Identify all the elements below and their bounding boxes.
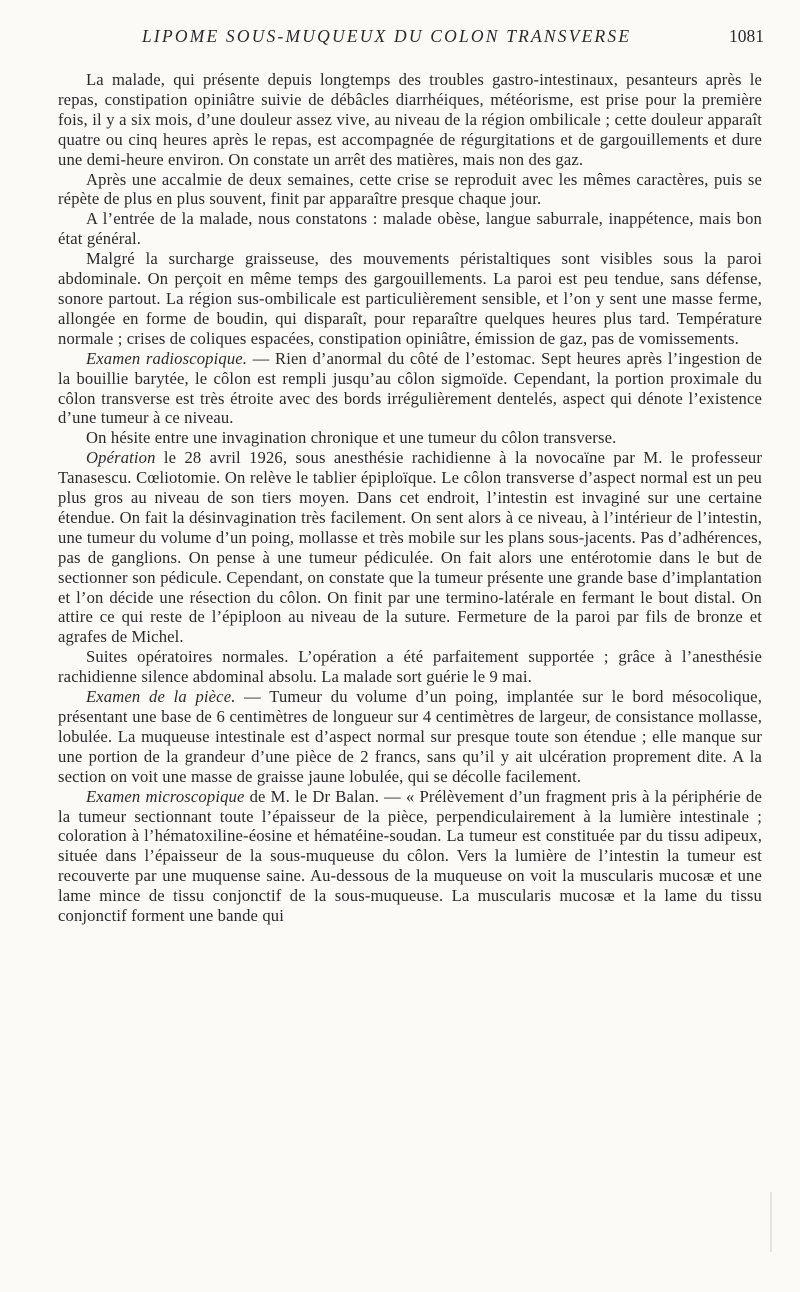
paragraph-lead: Examen microscopique bbox=[86, 786, 245, 806]
page-header bbox=[58, 26, 762, 56]
book-page bbox=[58, 26, 762, 926]
paragraph-lead: Examen de la pièce. bbox=[86, 687, 236, 707]
scan-edge-mark bbox=[770, 1192, 772, 1252]
paragraph-lead: Examen radioscopique. bbox=[86, 348, 248, 368]
paragraph-postoperative bbox=[58, 647, 762, 687]
paragraph-operation bbox=[58, 448, 762, 647]
paragraph-diagnosis bbox=[58, 428, 762, 448]
paragraph-text: — Rien d’anormal du côté de l’estomac. Sept heures après l’ingestion de la bouillie barytée, le côlon est rempli jusqu’au côlon sigmoïde. Cependant, la portion proximale du côlon transverse est très étroite avec des bords irrégulièrement dentelés, aspect qui dénote l’existence d’une tumeur à ce niveau. bbox=[58, 348, 762, 428]
paragraph-recurrence bbox=[58, 170, 762, 210]
running-title: LIPOME SOUS-MUQUEUX DU COLON TRANSVERSE bbox=[142, 26, 632, 46]
paragraph-microscopy bbox=[58, 787, 762, 926]
paragraph-text: — Tumeur du volume d’un poing, implantée sur le bord mésocolique, présentant une base de 6 centimètres de longueur sur 4 centimètres de largeur, de consistance mollasse, lobulée. La muqueuse intestinale est d’aspect normal sur presque toute son étendue ; elle manque sur une portion de la grandeur d’une pièce de 2 francs, sans qu’il y ait ulcération proprement dite. A la section on voit une masse de graisse jaune lobulée, qui se décolle facilement. bbox=[58, 687, 762, 786]
paragraph-admission bbox=[58, 209, 762, 249]
paragraph-text: On hésite entre une invagination chronique et une tumeur du côlon transverse. bbox=[86, 428, 617, 448]
paragraph-text: le 28 avril 1926, sous anesthésie rachidienne à la novocaïne par M. le professeur Tanasescu. Cœliotomie. On relève le tablier épiploïque. Le côlon transverse d’aspect normal est un peu plus gros au niveau de son tiers moyen. Dans cet endroit, l’intestin est invaginé sur une certaine étendue. On fait la désinvagination très facilement. On sent alors à ce niveau, à l’intérieur de l’intestin, une tumeur du volume d’un poing, mollasse et très mobile sur les plans sous-jacents. Pas d’adhérences, pas de ganglions. On pense à une tumeur pédiculée. On fait alors une entérotomie dans le but de sectionner son pédicule. Cependant, on constate que la tumeur présente une grande base d’implantation et l’on décide une résection du côlon. On finit par une termino-latérale en fermant le bout distal. On attire ce qui reste de l’épiploon au niveau de la suture. Fermeture de la paroi par fils de bronze et agrafes de Michel. bbox=[58, 448, 762, 647]
paragraph-text: Suites opératoires normales. L’opération a été parfaitement supportée ; grâce à l’anesthésie rachidienne silence abdominal absolu. La malade sort guérie le 9 mai. bbox=[58, 647, 762, 687]
paragraph-text: A l’entrée de la malade, nous constatons : malade obèse, langue saburrale, inappétence, mais bon état général. bbox=[58, 209, 762, 249]
paragraph-text: de M. le Dr Balan. — « Prélèvement d’un fragment pris à la périphérie de la tumeur sectionnant toute l’épaisseur de la pièce, perpendiculairement à la lumière intestinale ; coloration à l’hématoxiline-éosine et hématéine-soudan. La tumeur est constituée par du tissu adipeux, située dans l’épaisseur de la sous-muqueuse du côlon. Vers la lumière de l’intestin la tumeur est recouverte par une muquense saine. Au-dessous de la muqueuse on voit la muscularis mucosæ et une lame mince de tissu conjonctif de la sous-muqueuse. La muscularis mucosæ et la lame du tissu conjonctif forment une bande qui bbox=[58, 786, 762, 926]
paragraph-specimen bbox=[58, 687, 762, 787]
page-number: 1081 bbox=[729, 26, 764, 46]
paragraph-text: Malgré la surcharge graisseuse, des mouvements péristaltiques sont visibles sous la paroi abdominale. On perçoit en même temps des gargouillements. La paroi est peu tendue, sans défense, sonore partout. La région sus-ombilicale est particulièrement sensible, et l’on y sent une masse ferme, allongée en forme de boudin, qui disparaît, pour reparaître quelques heures plus tard. Température normale ; crises de coliques espacées, constipation opiniâtre, émission de gaz, pas de vomissements. bbox=[58, 249, 762, 348]
paragraph-radioscopy bbox=[58, 349, 762, 429]
paragraph-symptoms bbox=[58, 70, 762, 170]
paragraph-examination bbox=[58, 249, 762, 349]
paragraph-text: Après une accalmie de deux semaines, cette crise se reproduit avec les mêmes caractères, puis se répète de plus en plus souvent, finit par apparaître presque chaque jour. bbox=[58, 169, 762, 209]
article-body bbox=[58, 70, 762, 926]
paragraph-lead: Opération bbox=[86, 448, 156, 468]
paragraph-text: La malade, qui présente depuis longtemps des troubles gastro-intestinaux, pesanteurs après le repas, constipation opiniâtre suivie de débâcles diarrhéiques, météorisme, est prise pour la première fois, il y a six mois, d’une douleur assez vive, au niveau de la région ombilicale ; cette douleur apparaît quatre ou cinq heures après le repas, est accompagnée de régurgitations et de gargouillements et dure une demi-heure environ. On constate un arrêt des matières, mais non des gaz. bbox=[58, 70, 762, 169]
